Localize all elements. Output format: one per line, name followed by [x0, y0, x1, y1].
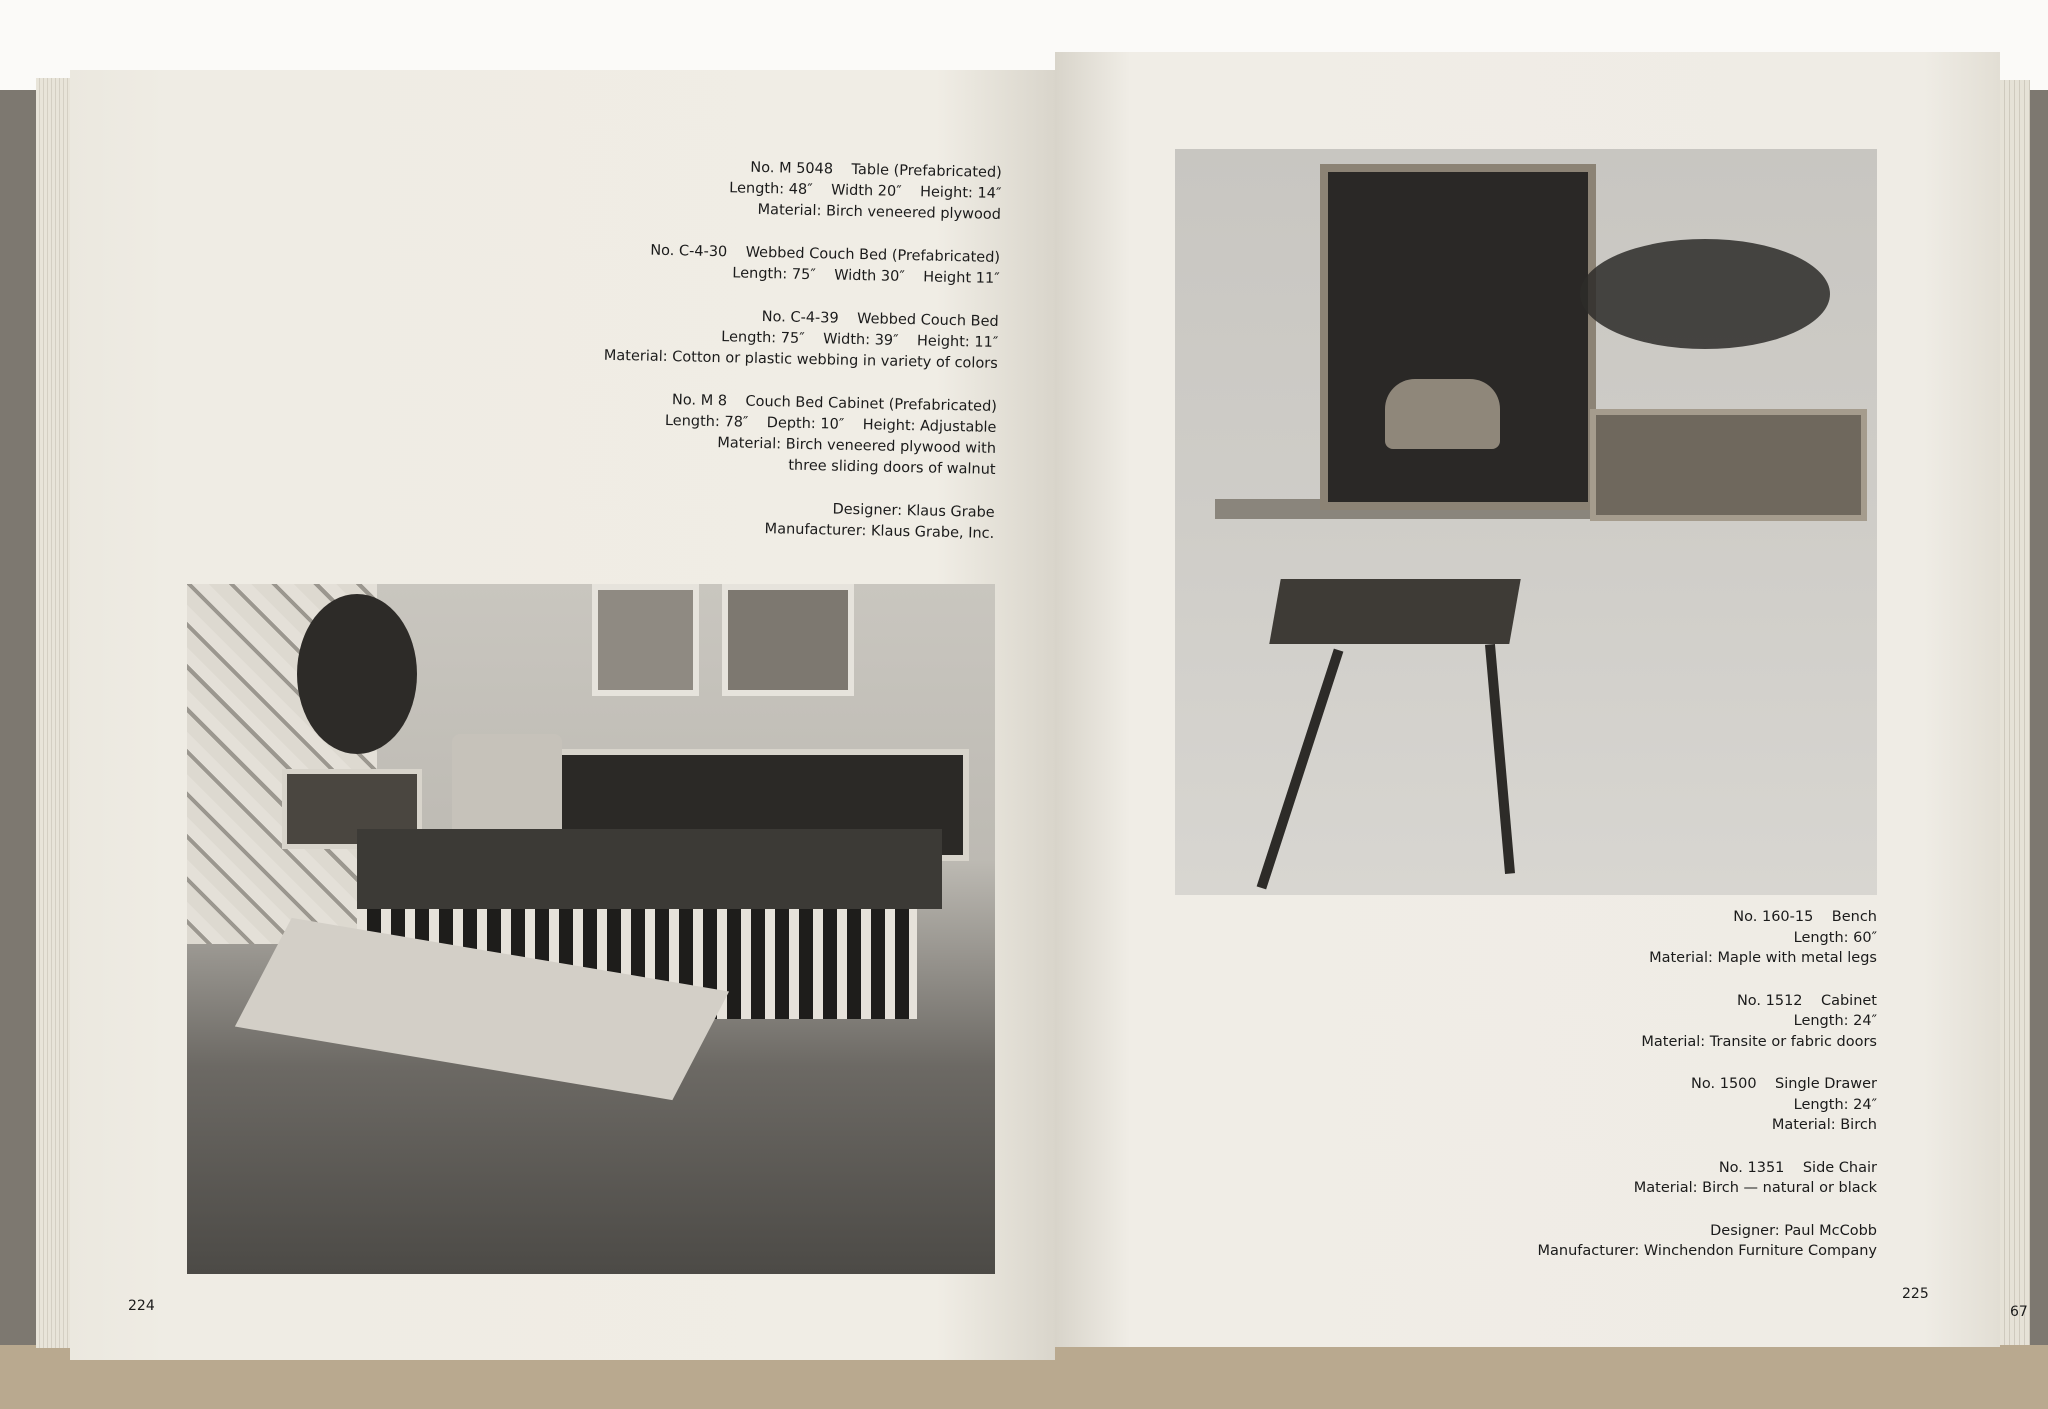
spec-line: three sliding doors of walnut — [788, 457, 996, 478]
spec-line: Length: 75″ Width 30″ Height 11″ — [732, 265, 1000, 287]
edge-page-number: 67 — [2010, 1304, 2028, 1320]
manufacturer: Manufacturer: Klaus Grabe, Inc. — [764, 521, 995, 542]
spec-line: Material: Maple with metal legs — [1649, 950, 1877, 966]
spec-line: No. M 8 Couch Bed Cabinet (Prefabricated) — [671, 392, 998, 415]
spec-line: Length: 48″ Width 20″ Height: 14″ — [729, 180, 1002, 202]
page-number-right: 225 — [1902, 1286, 1929, 1302]
spec-line: No. 1500 Single Drawer — [1691, 1076, 1877, 1092]
spec-line: Material: Cotton or plastic webbing in variety of colors — [603, 347, 998, 372]
credits — [600, 495, 995, 545]
spec-line: No. C-4-30 Webbed Couch Bed (Prefabricated) — [650, 242, 1001, 266]
spec-line: Material: Transite or fabric doors — [1641, 1033, 1877, 1050]
spec-line: No. 160-15 Bench — [1733, 909, 1877, 925]
spec-line: No. 1512 Cabinet — [1736, 992, 1877, 1009]
cushion — [452, 734, 562, 839]
furniture-photo — [1175, 149, 1877, 895]
spec-line: Length: 60″ — [1793, 929, 1877, 946]
side-chair-seat — [1269, 579, 1520, 644]
credits — [1538, 1221, 1877, 1262]
framed-artwork — [722, 584, 854, 696]
spec-entry — [605, 240, 1000, 290]
framed-artwork — [592, 584, 699, 696]
plants — [1580, 239, 1830, 349]
designer: Designer: Paul McCobb — [1710, 1222, 1877, 1239]
left-product-specs — [600, 155, 1002, 567]
spec-line: No. 1351 Side Chair — [1718, 1159, 1877, 1176]
chair-leg — [1257, 649, 1344, 890]
spec-line: Material: Birch — natural or black — [1633, 1180, 1877, 1196]
right-product-specs — [1538, 907, 1877, 1284]
spec-line: No. M 5048 Table (Prefabricated) — [750, 159, 1002, 181]
spec-line: No. C-4-39 Webbed Couch Bed — [761, 309, 999, 330]
spec-line: Material: Birch veneered plywood with — [717, 435, 997, 457]
single-drawer — [1590, 409, 1867, 521]
spec-entry — [1538, 907, 1877, 969]
spec-entry — [604, 304, 999, 375]
spec-entry — [1538, 1158, 1877, 1199]
spec-line: Length: 75″ Width: 39″ Height: 11″ — [721, 329, 999, 351]
spec-line: Length: 78″ Depth: 10″ Height: Adjustable — [664, 412, 997, 436]
spec-entry — [1538, 991, 1877, 1053]
spec-line: Material: Birch veneered plywood — [757, 201, 1002, 223]
spec-line: Length: 24″ — [1793, 1013, 1877, 1029]
spec-entry — [601, 389, 997, 481]
cabinet — [1320, 164, 1596, 510]
spec-entry — [1538, 1074, 1877, 1136]
chair-leg — [1485, 644, 1515, 874]
couch-bed — [357, 829, 942, 909]
spec-line: Material: Birch — [1771, 1117, 1877, 1133]
side-chair-back — [1385, 379, 1500, 449]
page-number-left: 224 — [128, 1298, 155, 1314]
designer: Designer: Klaus Grabe — [832, 501, 995, 521]
manufacturer: Manufacturer: Winchendon Furniture Company — [1537, 1243, 1877, 1259]
spec-line: Length: 24″ — [1793, 1096, 1877, 1113]
spec-entry — [607, 155, 1002, 226]
plant — [297, 594, 417, 754]
living-room-photo — [187, 584, 995, 1274]
